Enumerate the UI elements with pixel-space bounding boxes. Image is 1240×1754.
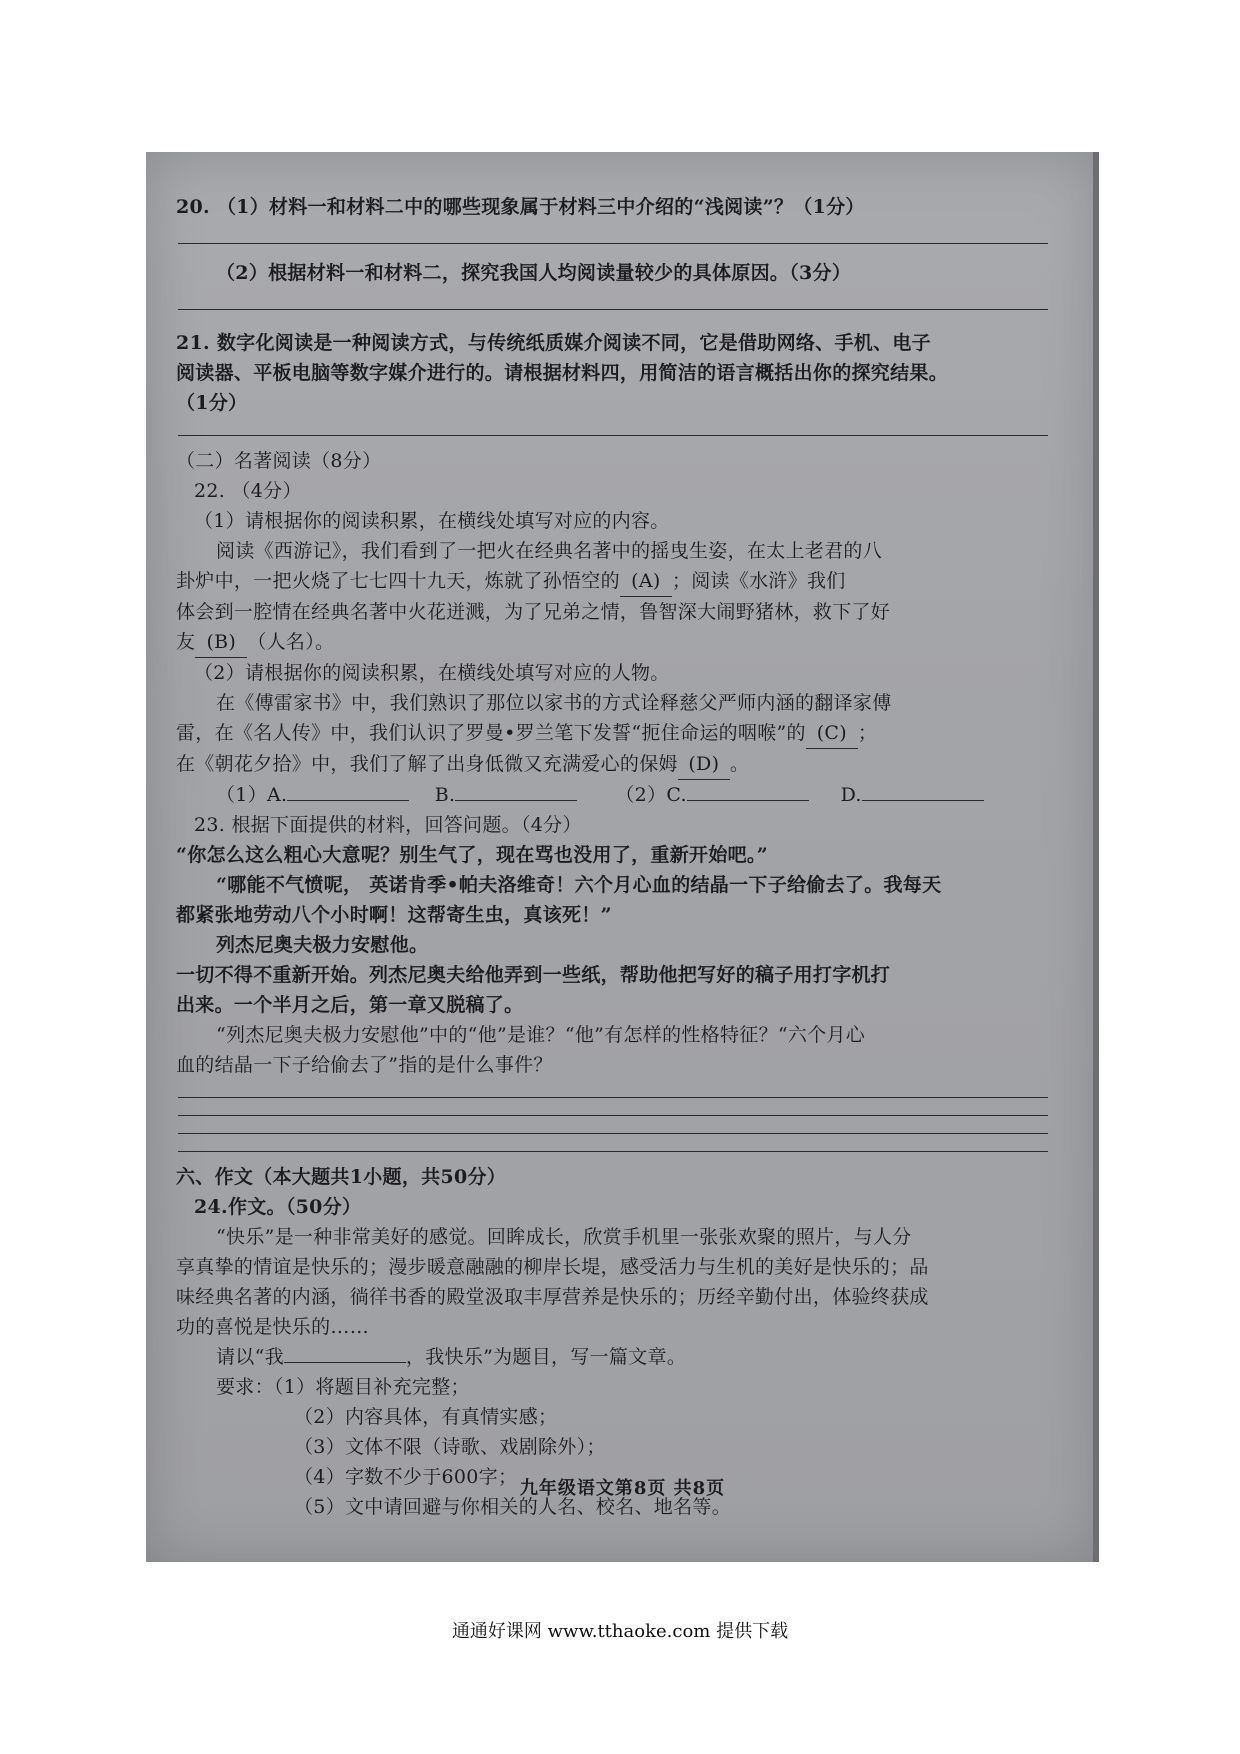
q23-material: “哪能不气愤呢， 英诺肯季•帕夫洛维奇！六个月心血的结晶一下子给偷去了。我每天 [216, 874, 942, 896]
q23-material: 一切不得不重新开始。列杰尼奥夫给他弄到一些纸，帮助他把写好的稿子用打字机打 [176, 964, 891, 986]
q24-requirement: （3）文体不限（诗歌、戏剧除外）； [294, 1436, 606, 1458]
q23-question: 血的结晶一下子给偷去了”指的是什么事件？ [176, 1054, 553, 1076]
text: ； [857, 722, 878, 744]
section-6-heading: 六、作文（本大题共1小题，共50分） [176, 1166, 507, 1188]
answer-line [178, 1096, 1048, 1098]
q23-heading: 23. 根据下面提供的材料，回答问题。（4分） [194, 814, 582, 836]
q24-prompt [176, 1342, 1051, 1372]
q22-heading: 22. （4分） [194, 480, 302, 502]
answer-line [178, 1114, 1048, 1116]
blank-a[interactable]: (A) [620, 566, 672, 597]
answer-line [178, 308, 1048, 310]
answer-line [178, 242, 1048, 244]
answer-blank-b[interactable] [455, 800, 577, 801]
q24-requirement: （2）内容具体，有真情实感； [294, 1406, 558, 1428]
answer-label-c: （2）C. [615, 784, 687, 806]
q20-part1: 20. （1）材料一和材料二中的哪些现象属于材料三中介绍的“浅阅读”？（1分） [176, 196, 865, 218]
q20-part2: （2）根据材料一和材料二，探究我国人均阅读量较少的具体原因。（3分） [216, 262, 852, 284]
answer-blank-c[interactable] [687, 800, 809, 801]
answer-blank-d[interactable] [862, 800, 984, 801]
q22-text-line: 阅读《西游记》，我们看到了一把火在经典名著中的摇曳生姿，在太上老君的八 [216, 540, 883, 562]
q23-material: 列杰尼奥夫极力安慰他。 [216, 934, 429, 956]
blank-b[interactable]: (B) [195, 627, 247, 658]
q24-text: 享真挚的情谊是快乐的；漫步暖意融融的柳岸长堤，感受活力与生机的美好是快乐的；品 [176, 1256, 929, 1278]
answer-line [178, 1132, 1048, 1134]
text: （人名）。 [247, 631, 335, 653]
text: 在《朝花夕拾》中，我们了解了出身低微又充满爱心的保姆 [176, 753, 678, 775]
text: 友 [176, 631, 196, 653]
blank-d[interactable]: (D) [678, 749, 730, 780]
q24-text: 功的喜悦是快乐的…… [176, 1316, 370, 1338]
text: 卦炉中，一把火烧了七七四十九天，炼就了孙悟空的 [176, 570, 620, 592]
text: ，我快乐”为题目，写一篇文章。 [405, 1346, 687, 1368]
q22-part1-intro: （1）请根据你的阅读积累，在横线处填写对应的内容。 [194, 510, 670, 532]
text: 雷，在《名人传》中，我们认识了罗曼•罗兰笔下发誓“扼住命运的咽喉”的 [176, 722, 806, 744]
answer-label-d: D. [840, 784, 862, 806]
text: 。 [729, 753, 750, 775]
q22-answer-row [176, 780, 1051, 810]
q24-requirement: （4）字数不少于600字； [294, 1466, 518, 1488]
download-credit: 通通好课网 www.tthaoke.com 提供下载 [451, 1621, 789, 1642]
q22-part2-intro: （2）请根据你的阅读积累，在横线处填写对应的人物。 [194, 662, 670, 684]
q22-text-line [176, 627, 1051, 658]
q21-line2: 阅读器、平板电脑等数字媒介进行的。请根据材料四，用简洁的语言概括出你的探究结果。 [176, 362, 949, 384]
answer-line [178, 1150, 1048, 1152]
answer-blank-a[interactable] [287, 800, 409, 801]
q23-material: 都紧张地劳动八个小时啊！这帮寄生虫，真该死！” [176, 904, 612, 926]
q22-text-line [176, 566, 1051, 597]
q23-question: “列杰尼奥夫极力安慰他”中的“他”是谁？“他”有怎样的性格特征？“六个月心 [216, 1024, 866, 1046]
q24-requirement: （5）文中请回避与你相关的人名、校名、地名等。 [294, 1496, 731, 1518]
q22-text-line [176, 749, 1051, 780]
answer-line [178, 434, 1048, 436]
answer-label-b: B. [434, 784, 456, 806]
title-blank[interactable] [284, 1362, 406, 1363]
q24-requirement: 要求：（1）将题目补充完整； [216, 1376, 470, 1398]
text: 请以“我 [216, 1346, 284, 1368]
q23-material: 出来。一个半月之后，第一章又脱稿了。 [176, 994, 524, 1016]
scanned-exam-page [146, 152, 1099, 1562]
q24-text: “快乐”是一种非常美好的感觉。回眸成长，欣赏手机里一张张欢聚的照片，与人分 [216, 1226, 912, 1248]
q21-line3: （1分） [176, 392, 248, 414]
answer-label-a: （1）A. [216, 784, 288, 806]
page-number-footer: 九年级语文第8页 共8页 [519, 1478, 726, 1499]
q23-material: “你怎么这么粗心大意呢？别生气了，现在骂也没用了，重新开始吧。” [176, 844, 768, 866]
blank-c[interactable]: (C) [806, 718, 858, 749]
q21-line1: 21. 数字化阅读是一种阅读方式，与传统纸质媒介阅读不同，它是借助网络、手机、电子 [176, 332, 931, 354]
q22-text-line [176, 718, 1051, 749]
text: ；阅读《水浒》我们 [671, 570, 846, 592]
q24-text: 味经典名著的内涵，徜徉书香的殿堂汲取丰厚营养是快乐的；历经辛勤付出，体验终获成 [176, 1286, 929, 1308]
page-content [176, 192, 1051, 1522]
q24-heading: 24.作文。（50分） [194, 1196, 362, 1218]
section-2-heading: （二）名著阅读（8分） [176, 450, 382, 472]
q22-text-line: 在《傅雷家书》中，我们熟识了那位以家书的方式诠释慈父严师内涵的翻译家傅 [216, 692, 892, 714]
q22-text-line: 体会到一腔情在经典名著中火花迸溅，为了兄弟之情，鲁智深大闹野猪林，救下了好 [176, 601, 891, 623]
